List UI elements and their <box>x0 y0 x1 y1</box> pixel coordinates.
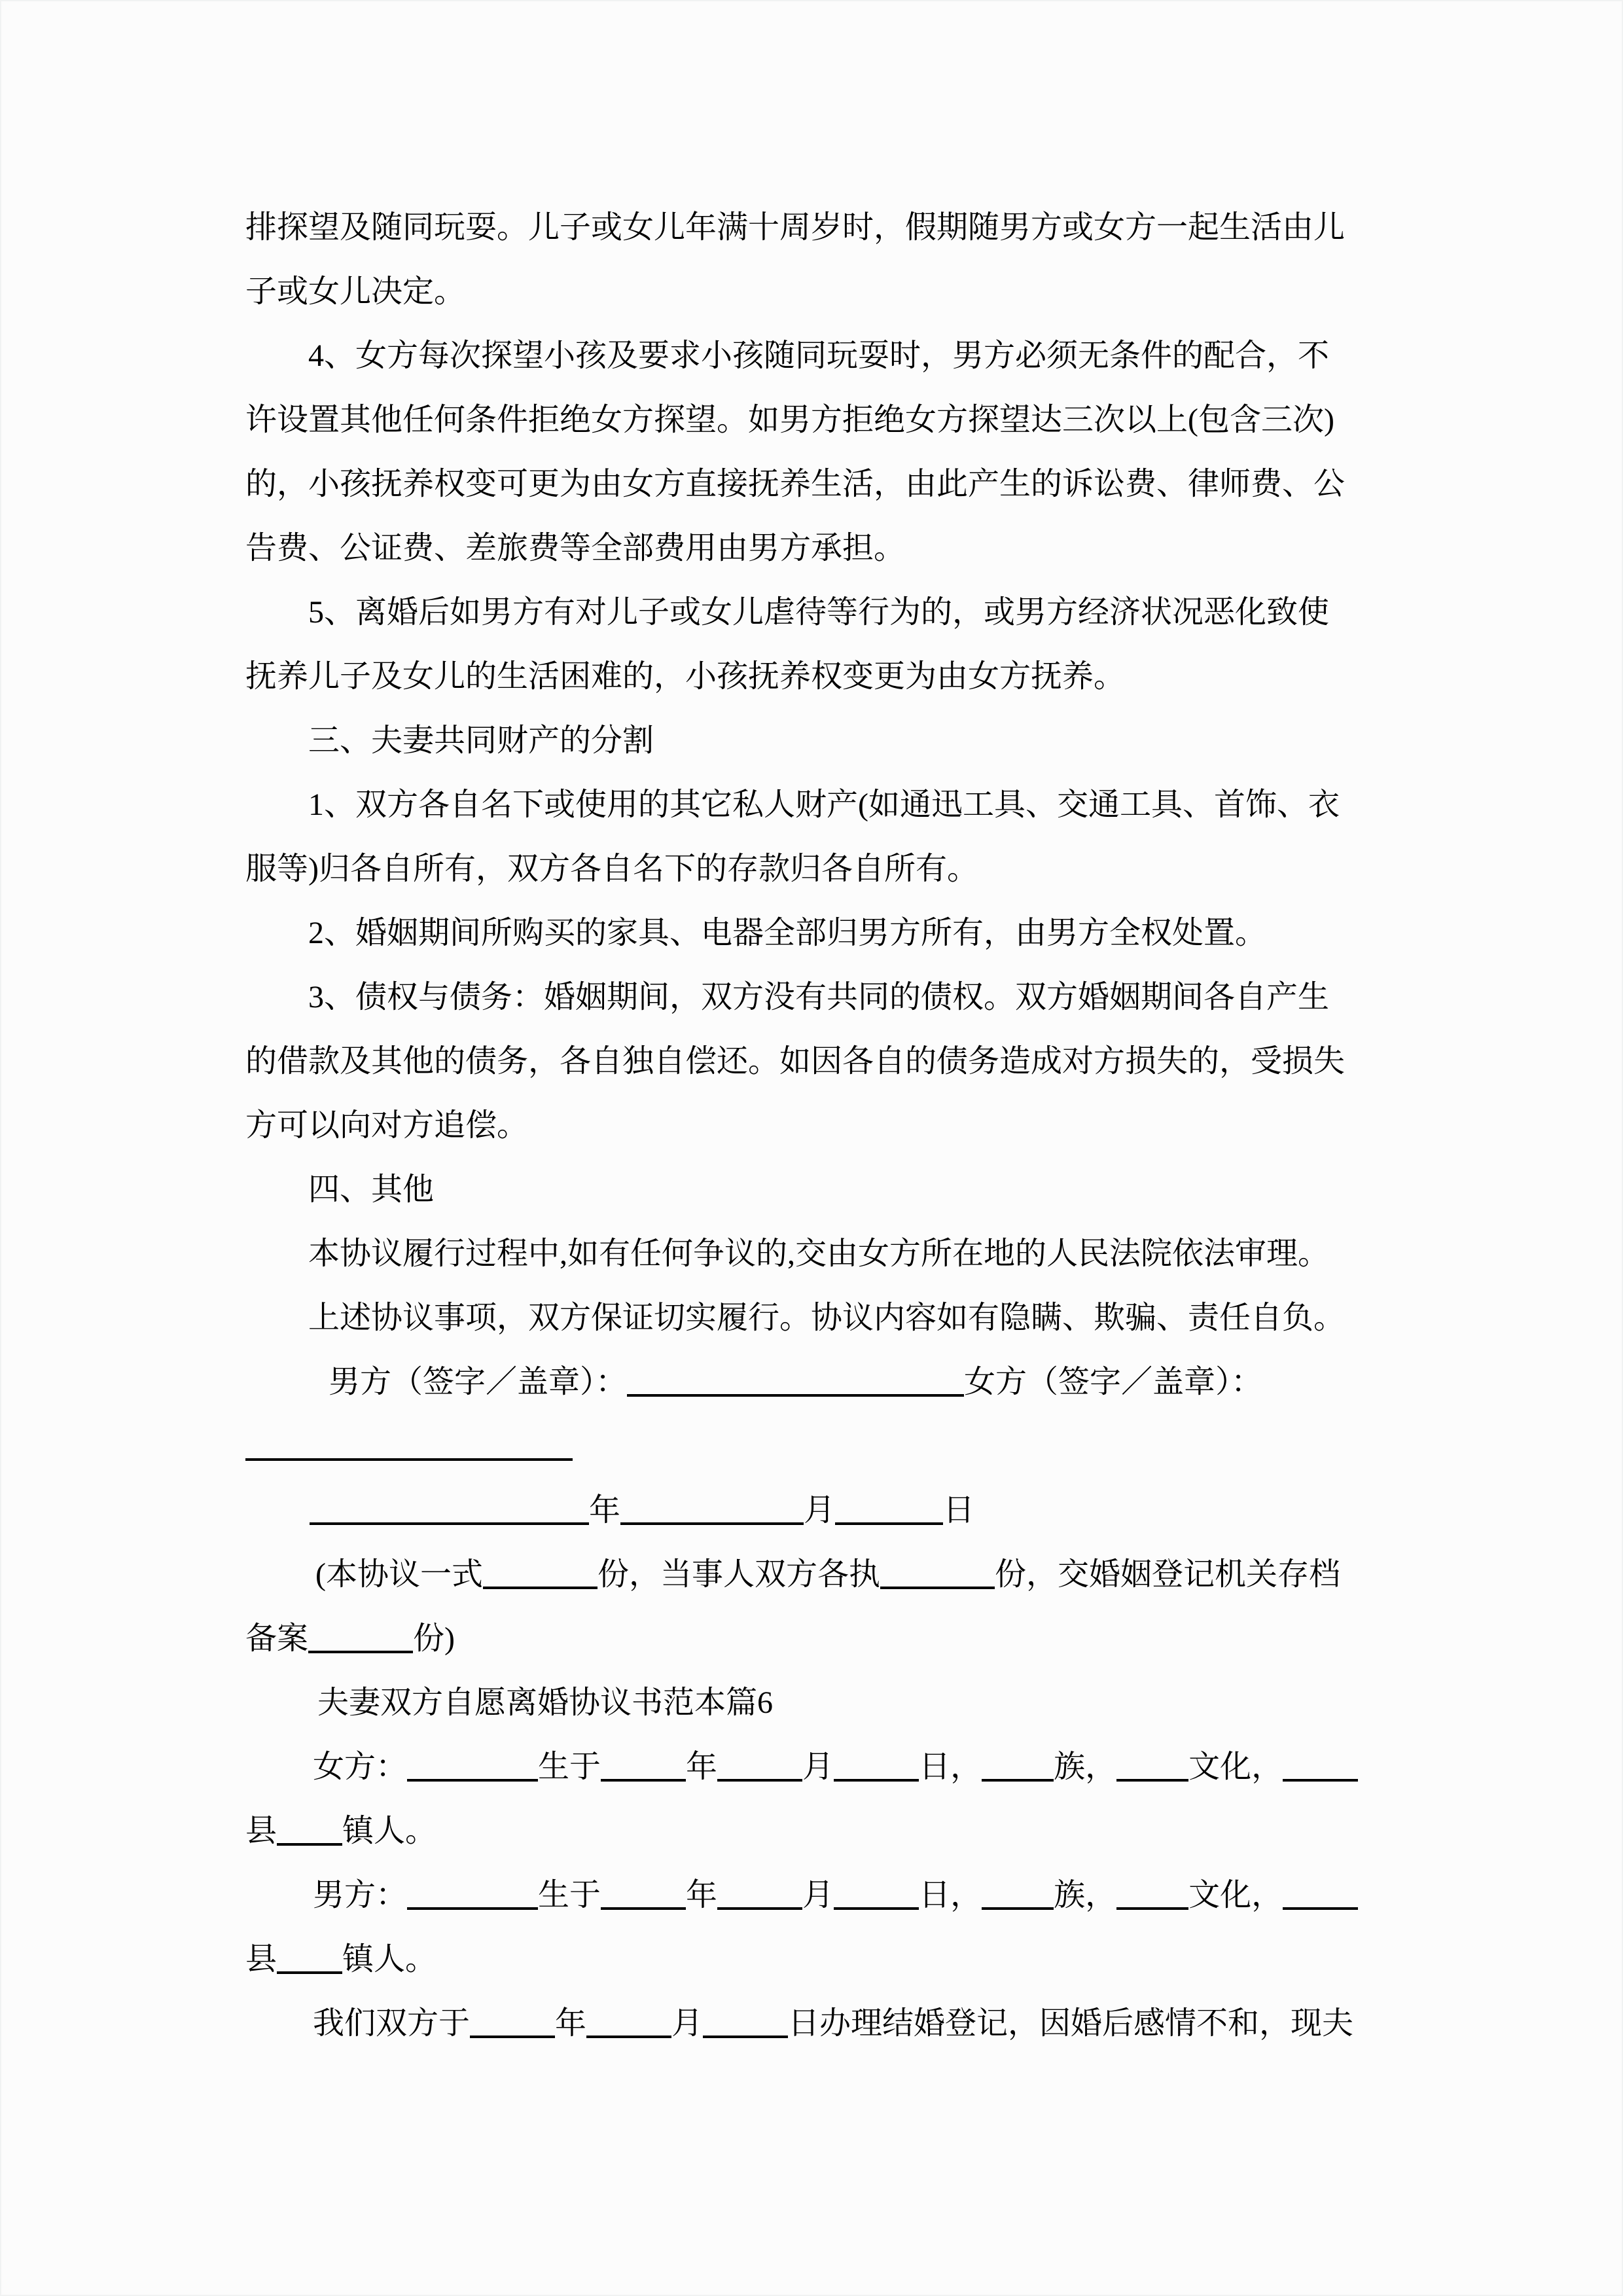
doc-text: 男方（签字／盖章）： <box>329 1365 628 1399</box>
doc-text: 4、女方每次探望小孩及要求小孩随同玩耍时，男方必须无条件的配合，不 <box>308 338 1330 373</box>
doc-text: 文化， <box>1188 1749 1283 1784</box>
doc-line-8 <box>245 645 1361 709</box>
doc-text: 1、双方各自名下或使用的其它私人财产(如通迅工具、交通工具、首饰、衣 <box>308 787 1340 822</box>
doc-text: 许设置其他任何条件拒绝女方探望。如男方拒绝女方探望达三次以上(包含三次) <box>245 403 1334 437</box>
doc-line-27 <box>245 1863 1361 1928</box>
fill-in-blank-underline <box>470 2036 555 2038</box>
fill-in-blank-underline <box>834 1779 919 1782</box>
doc-text: 男方： <box>313 1878 408 1912</box>
doc-text: 服等)归各自所有，双方各自名下的存款归各自所有。 <box>245 852 978 886</box>
doc-line-5 <box>245 452 1361 516</box>
doc-text: 月 <box>802 1878 834 1912</box>
doc-text: 份) <box>413 1621 455 1656</box>
doc-text: 女方： <box>313 1749 408 1784</box>
fill-in-blank-underline <box>835 1522 943 1525</box>
doc-text: 年 <box>555 2006 587 2041</box>
doc-text: 族， <box>1054 1749 1117 1784</box>
doc-text: 女方（签字／盖章）： <box>964 1365 1263 1399</box>
fill-in-blank-underline <box>1116 1907 1188 1910</box>
doc-text: 告费、公证费、差旅费等全部费用由男方承担。 <box>245 531 906 565</box>
doc-text: 族， <box>1054 1878 1117 1912</box>
fill-in-blank-underline <box>483 1587 597 1589</box>
doc-line-15 <box>245 1094 1361 1158</box>
doc-text: 我们双方于 <box>313 2006 471 2041</box>
doc-text: (本协议一式 <box>315 1557 483 1592</box>
doc-line-13 <box>245 965 1361 1030</box>
doc-text: 的，小孩抚养权变可更为由女方直接抚养生活，由此产生的诉讼费、律师费、公 <box>245 467 1346 501</box>
doc-line-19 <box>245 1350 1361 1414</box>
doc-text: 子或女儿决定。 <box>245 274 466 309</box>
doc-text: 方可以向对方追偿。 <box>245 1108 529 1143</box>
fill-in-blank-underline <box>407 1907 538 1910</box>
doc-line-22 <box>245 1543 1361 1607</box>
fill-in-blank-underline <box>407 1779 538 1782</box>
doc-line-18 <box>245 1286 1361 1350</box>
fill-in-blank-underline <box>586 2036 671 2038</box>
doc-text: 县 <box>245 1814 277 1848</box>
doc-text: 月 <box>804 1493 836 1528</box>
doc-line-16 <box>245 1158 1361 1222</box>
doc-line-9 <box>245 709 1361 773</box>
doc-line-21 <box>245 1479 1361 1543</box>
doc-line-25 <box>245 1735 1361 1799</box>
doc-line-17 <box>245 1222 1361 1286</box>
fill-in-blank-underline <box>310 1522 589 1525</box>
doc-text: 年 <box>686 1749 718 1784</box>
doc-text: 四、其他 <box>308 1172 435 1207</box>
doc-text: 镇人。 <box>342 1942 437 1977</box>
doc-text: 夫妻双方自愿离婚协议书范本篇6 <box>317 1685 774 1720</box>
doc-line-10 <box>245 773 1361 837</box>
doc-text: 日办理结婚登记，因婚后感情不和，现夫 <box>788 2006 1354 2041</box>
fill-in-blank-underline <box>245 1458 573 1461</box>
doc-line-28 <box>245 1928 1361 1992</box>
fill-in-blank-underline <box>627 1394 964 1397</box>
fill-in-blank-underline <box>880 1587 995 1589</box>
doc-line-12 <box>245 901 1361 965</box>
doc-line-24 <box>245 1671 1361 1735</box>
fill-in-blank-underline <box>1116 1779 1188 1782</box>
doc-line-6 <box>245 516 1361 581</box>
fill-in-blank-underline <box>1283 1779 1358 1782</box>
fill-in-blank-underline <box>620 1522 804 1525</box>
doc-text: 镇人。 <box>342 1814 437 1848</box>
doc-text: 日， <box>919 1749 982 1784</box>
fill-in-blank-underline <box>717 1779 802 1782</box>
doc-text: 县 <box>245 1942 277 1977</box>
fill-in-blank-underline <box>308 1651 413 1653</box>
fill-in-blank-underline <box>277 1843 342 1846</box>
doc-text: 本协议履行过程中,如有任何争议的,交由女方所在地的人民法院依法审理。 <box>308 1236 1330 1271</box>
doc-line-7 <box>245 581 1361 645</box>
fill-in-blank-underline <box>277 1971 342 1974</box>
doc-text: 三、夫妻共同财产的分割 <box>308 723 654 758</box>
doc-text: 备案 <box>245 1621 309 1656</box>
doc-text: 生于 <box>538 1749 601 1784</box>
doc-line-23 <box>245 1607 1361 1671</box>
fill-in-blank-underline <box>717 1907 802 1910</box>
fill-in-blank-underline <box>982 1907 1054 1910</box>
doc-line-4 <box>245 388 1361 452</box>
fill-in-blank-underline <box>1283 1907 1358 1910</box>
doc-text: 抚养儿子及女儿的生活困难的，小孩抚养权变更为由女方抚养。 <box>245 659 1126 694</box>
doc-line-29 <box>245 1992 1361 2056</box>
doc-text: 排探望及随同玩耍。儿子或女儿年满十周岁时，假期随男方或女方一起生活由儿 <box>245 210 1346 245</box>
fill-in-blank-underline <box>982 1779 1054 1782</box>
doc-text: 日 <box>943 1493 975 1528</box>
doc-text: 文化， <box>1188 1878 1283 1912</box>
doc-line-20 <box>245 1414 1361 1479</box>
doc-text: 上述协议事项，双方保证切实履行。协议内容如有隐瞒、欺骗、责任自负。 <box>308 1300 1346 1335</box>
doc-text: 日， <box>919 1878 982 1912</box>
fill-in-blank-underline <box>834 1907 919 1910</box>
doc-text: 的借款及其他的债务，各自独自偿还。如因各自的债务造成对方损失的，受损失 <box>245 1044 1346 1079</box>
doc-line-11 <box>245 837 1361 901</box>
doc-text: 月 <box>802 1749 834 1784</box>
doc-text: 月 <box>671 2006 704 2041</box>
doc-text: 生于 <box>538 1878 601 1912</box>
doc-line-14 <box>245 1030 1361 1094</box>
doc-text: 年 <box>589 1493 621 1528</box>
doc-line-26 <box>245 1799 1361 1863</box>
fill-in-blank-underline <box>601 1779 686 1782</box>
doc-text: 份，交婚姻登记机关存档 <box>995 1557 1341 1592</box>
doc-text: 份，当事人双方各执 <box>597 1557 881 1592</box>
document-text-block <box>245 196 1361 2056</box>
doc-line-3 <box>245 324 1361 388</box>
doc-text: 5、离婚后如男方有对儿子或女儿虐待等行为的，或男方经济状况恶化致使 <box>308 595 1330 630</box>
doc-line-1 <box>245 196 1361 260</box>
doc-text: 3、债权与债务：婚姻期间，双方没有共同的债权。双方婚姻期间各自产生 <box>308 980 1330 1014</box>
fill-in-blank-underline <box>703 2036 788 2038</box>
doc-line-2 <box>245 260 1361 324</box>
doc-text: 年 <box>686 1878 718 1912</box>
doc-text: 2、婚姻期间所购买的家具、电器全部归男方所有，由男方全权处置。 <box>308 916 1267 950</box>
fill-in-blank-underline <box>601 1907 686 1910</box>
